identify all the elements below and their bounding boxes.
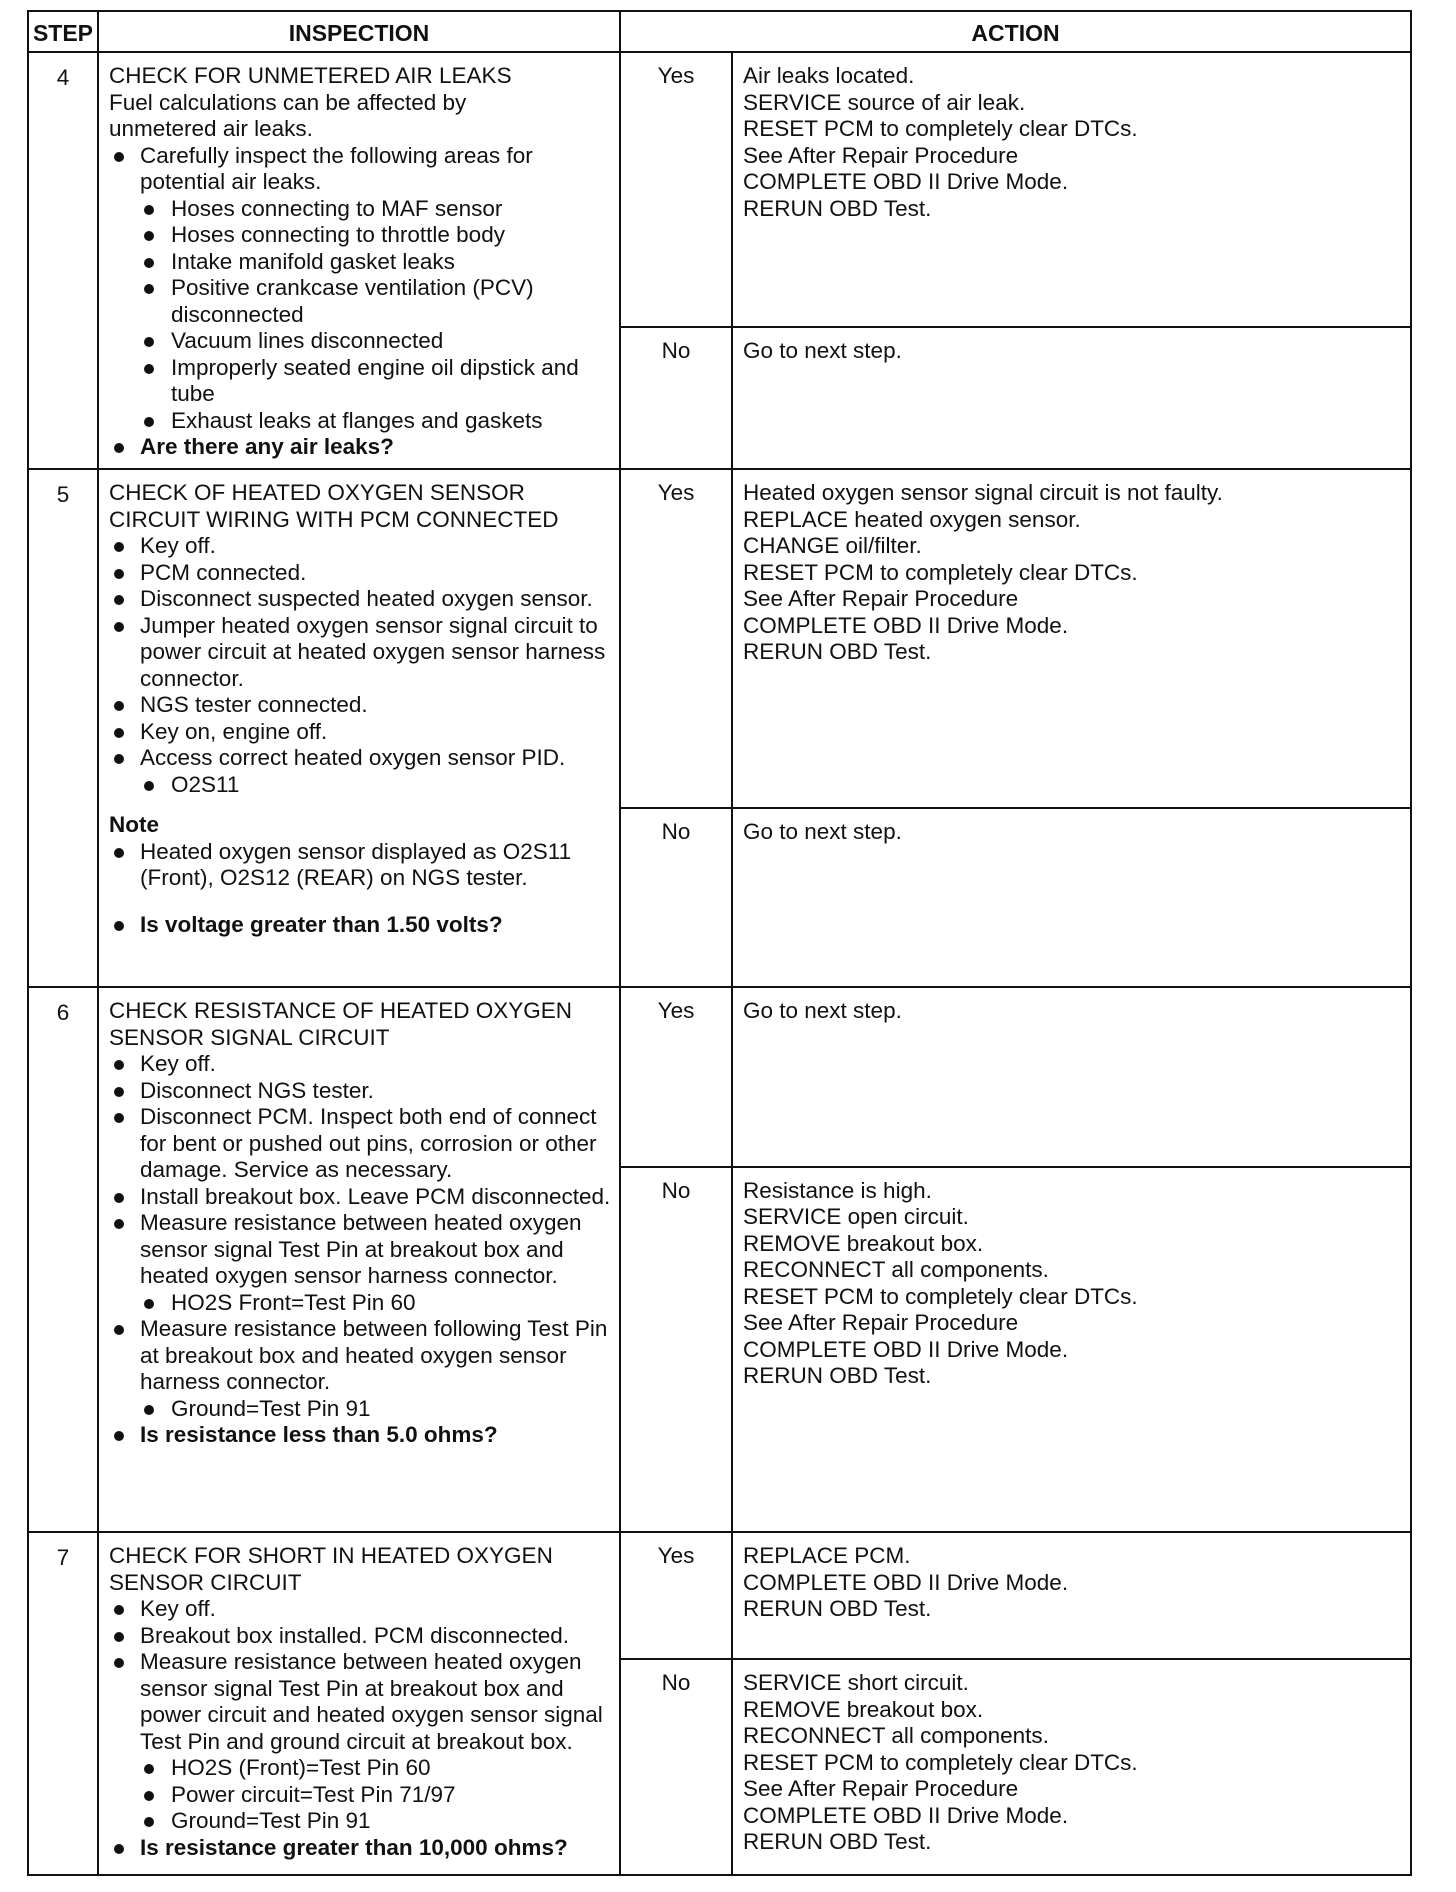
- action-line: RERUN OBD Test.: [743, 1363, 932, 1389]
- action-line: REPLACE heated oxygen sensor.: [743, 506, 1081, 532]
- sub-bullet-item: HO2S (Front)=Test Pin 60: [109, 1755, 613, 1782]
- action-line: COMPLETE OBD II Drive Mode.: [743, 169, 1069, 194]
- action-line: COMPLETE OBD II Drive Mode.: [743, 612, 1069, 638]
- action-line: RERUN OBD Test.: [743, 639, 932, 665]
- note-heading: Note: [109, 812, 159, 838]
- action-line: RESET PCM to completely clear DTCs.: [743, 1749, 1138, 1775]
- step-6-yes-row: [28, 987, 1411, 1167]
- action-line: RECONNECT all components.: [743, 1723, 1049, 1749]
- yes-action: [732, 52, 1411, 327]
- action-line: See After Repair Procedure: [743, 586, 1019, 612]
- sub-bullet-item: Improperly seated engine oil dipstick and tube: [109, 355, 613, 408]
- sub-bullet-item: HO2S Front=Test Pin 60: [109, 1290, 613, 1317]
- action-line: SERVICE open circuit.: [743, 1204, 969, 1230]
- action-line: REPLACE PCM.: [743, 1543, 911, 1569]
- step-title: CHECK RESISTANCE OF HEATED OXYGEN: [109, 998, 572, 1024]
- action-line: Heated oxygen sensor signal circuit is not faulty.: [743, 480, 1223, 506]
- sub-bullet-item: O2S11: [109, 772, 613, 799]
- step-7-inspection: [98, 1532, 620, 1875]
- header-step: STEP: [28, 11, 98, 52]
- header-action: ACTION: [620, 11, 1411, 52]
- action-line: COMPLETE OBD II Drive Mode.: [743, 1802, 1069, 1828]
- action-line: SERVICE source of air leak.: [743, 89, 1026, 115]
- bullet-item: PCM connected.: [109, 560, 613, 587]
- question-item: Are there any air leaks?: [109, 434, 613, 461]
- action-line: See After Repair Procedure: [743, 1776, 1019, 1802]
- bullet-item: Key off.: [109, 1596, 613, 1623]
- bullet-item: Measure resistance between heated oxygen sensor signal Test Pin at breakout box and power circuit and heated oxygen sensor signal Test Pin and ground circuit at breakout box.: [109, 1649, 613, 1755]
- step-7-yes-row: [28, 1532, 1411, 1659]
- sub-bullet-item: Exhaust leaks at flanges and gaskets: [109, 408, 613, 435]
- bullet-item: Access correct heated oxygen sensor PID.: [109, 745, 613, 772]
- bullet-item: Key off.: [109, 1051, 613, 1078]
- diagnostic-procedure-table: [27, 10, 1410, 1876]
- sub-bullet-item: Ground=Test Pin 91: [109, 1396, 613, 1423]
- yes-action: [732, 1532, 1411, 1659]
- action-line: Go to next step.: [743, 818, 902, 844]
- bullet-item: Disconnect NGS tester.: [109, 1078, 613, 1105]
- action-line: REMOVE breakout box.: [743, 1696, 984, 1722]
- step-4-inspection: [98, 52, 620, 469]
- no-action: [732, 1167, 1411, 1532]
- step-4-yes-row: [28, 52, 1411, 327]
- sub-bullet-item: Hoses connecting to MAF sensor: [109, 196, 613, 223]
- action-line: Go to next step.: [743, 338, 902, 364]
- action-line: COMPLETE OBD II Drive Mode.: [743, 1569, 1069, 1595]
- step-number: 6: [28, 987, 98, 1532]
- step-title: CHECK FOR SHORT IN HEATED OXYGEN: [109, 1543, 553, 1569]
- action-line: SERVICE short circuit.: [743, 1670, 969, 1696]
- bullet-item: Breakout box installed. PCM disconnected.: [109, 1623, 613, 1650]
- step-title: CIRCUIT WIRING WITH PCM CONNECTED: [109, 506, 559, 532]
- no-action: [732, 327, 1411, 469]
- bullet-item: Jumper heated oxygen sensor signal circuit to power circuit at heated oxygen sensor harness connector.: [109, 613, 613, 693]
- bullet-item: Install breakout box. Leave PCM disconnected.: [109, 1184, 613, 1211]
- action-line: See After Repair Procedure: [743, 142, 1019, 168]
- step-5-yes-row: [28, 469, 1411, 808]
- step-6-inspection: [98, 987, 620, 1532]
- no-label: No: [620, 1167, 732, 1532]
- action-line: RECONNECT all components.: [743, 1257, 1049, 1283]
- yes-label: Yes: [620, 52, 732, 327]
- action-line: RERUN OBD Test.: [743, 1829, 932, 1855]
- step-title: SENSOR CIRCUIT: [109, 1569, 302, 1595]
- sub-bullet-item: Hoses connecting to throttle body: [109, 222, 613, 249]
- yes-label: Yes: [620, 469, 732, 808]
- bullet-item: Heated oxygen sensor displayed as O2S11 (Front), O2S12 (REAR) on NGS tester.: [109, 839, 613, 892]
- step-5-inspection: [98, 469, 620, 987]
- action-line: RESET PCM to completely clear DTCs.: [743, 1283, 1138, 1309]
- no-label: No: [620, 327, 732, 469]
- step-title: SENSOR SIGNAL CIRCUIT: [109, 1024, 390, 1050]
- bullet-item: NGS tester connected.: [109, 692, 613, 719]
- action-line: RESET PCM to completely clear DTCs.: [743, 116, 1138, 141]
- no-action: [732, 1659, 1411, 1875]
- question-item: Is resistance greater than 10,000 ohms?: [109, 1835, 613, 1862]
- yes-label: Yes: [620, 1532, 732, 1659]
- no-label: No: [620, 1659, 732, 1875]
- step-number: 7: [28, 1532, 98, 1875]
- sub-bullet-item: Ground=Test Pin 91: [109, 1808, 613, 1835]
- action-line: CHANGE oil/filter.: [743, 533, 922, 559]
- action-line: REMOVE breakout box.: [743, 1230, 984, 1256]
- step-number: 5: [28, 469, 98, 987]
- question-item: Is voltage greater than 1.50 volts?: [109, 912, 613, 939]
- text-line: unmetered air leaks.: [109, 116, 313, 141]
- no-action: [732, 808, 1411, 988]
- bullet-item: Disconnect suspected heated oxygen sensor.: [109, 586, 613, 613]
- sub-bullet-item: Power circuit=Test Pin 71/97: [109, 1782, 613, 1809]
- action-line: COMPLETE OBD II Drive Mode.: [743, 1336, 1069, 1362]
- sub-bullet-item: Vacuum lines disconnected: [109, 328, 613, 355]
- action-line: RERUN OBD Test.: [743, 195, 932, 221]
- spacer: [109, 798, 613, 812]
- yes-action: [732, 987, 1411, 1167]
- bullet-item: Measure resistance between heated oxygen sensor signal Test Pin at breakout box and heated oxygen sensor harness connector.: [109, 1210, 613, 1290]
- no-label: No: [620, 808, 732, 988]
- action-line: RESET PCM to completely clear DTCs.: [743, 559, 1138, 585]
- yes-label: Yes: [620, 987, 732, 1167]
- bullet-item: Disconnect PCM. Inspect both end of connect for bent or pushed out pins, corrosion or other damage. Service as necessary.: [109, 1104, 613, 1184]
- question-item: Is resistance less than 5.0 ohms?: [109, 1422, 613, 1449]
- sub-bullet-item: Intake manifold gasket leaks: [109, 249, 613, 276]
- bullet-item: Key off.: [109, 533, 613, 560]
- action-line: Go to next step.: [743, 998, 902, 1024]
- bullet-item: Carefully inspect the following areas for potential air leaks.: [109, 143, 613, 196]
- yes-action: [732, 469, 1411, 808]
- spacer: [109, 892, 613, 912]
- procedure-table: [27, 10, 1412, 1876]
- header-inspection: INSPECTION: [98, 11, 620, 52]
- bullet-item: Measure resistance between following Test Pin at breakout box and heated oxygen sensor harness connector.: [109, 1316, 613, 1396]
- sub-bullet-item: Positive crankcase ventilation (PCV) disconnected: [109, 275, 613, 328]
- action-line: Air leaks located.: [743, 63, 915, 88]
- step-number: 4: [28, 52, 98, 469]
- text-line: Fuel calculations can be affected by: [109, 89, 467, 115]
- table-header-row: [28, 11, 1411, 52]
- action-line: RERUN OBD Test.: [743, 1596, 932, 1622]
- step-title: CHECK OF HEATED OXYGEN SENSOR: [109, 480, 525, 506]
- step-title: CHECK FOR UNMETERED AIR LEAKS: [109, 63, 512, 88]
- action-line: Resistance is high.: [743, 1177, 932, 1203]
- bullet-item: Key on, engine off.: [109, 719, 613, 746]
- action-line: See After Repair Procedure: [743, 1310, 1019, 1336]
